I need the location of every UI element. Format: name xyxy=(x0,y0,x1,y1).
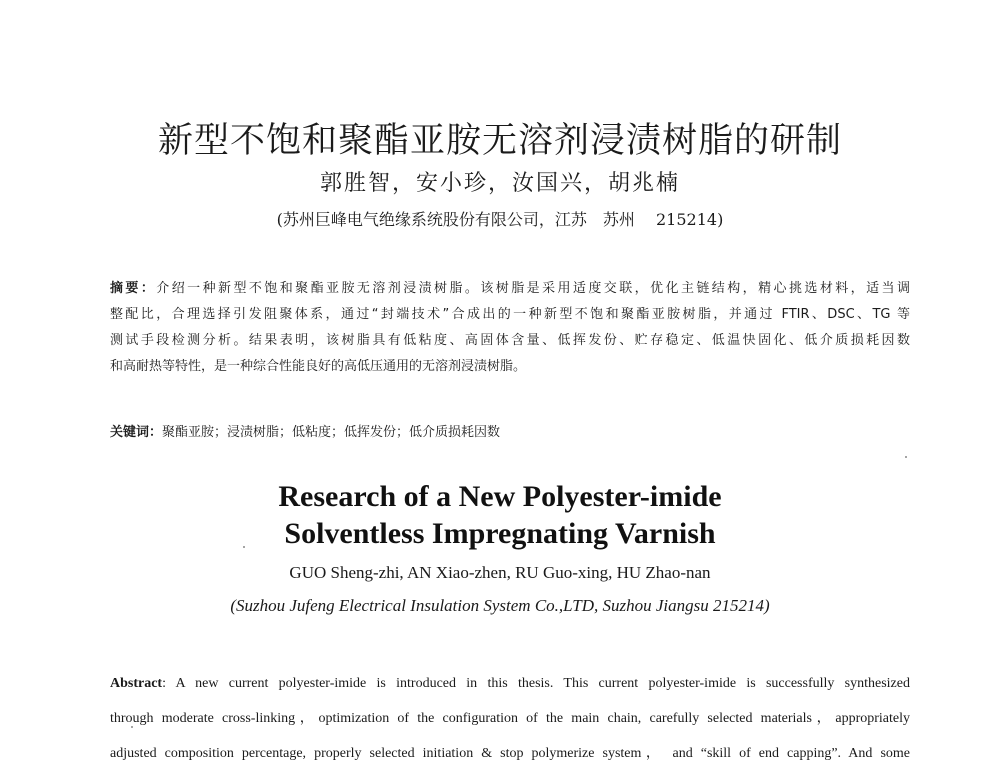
chinese-authors: 郭胜智，安小珍，汝国兴，胡兆楠 xyxy=(319,171,680,196)
english-title-line: Solventless Impregnating Varnish xyxy=(284,517,716,550)
chinese-abstract-text: 介绍一种新型不饱和聚酯亚胺无溶剂浸渍树脂。该树脂是采用适度交联，优化主链结构，精心挑选材料，适当调 xyxy=(156,281,910,296)
scan-speck xyxy=(905,456,907,458)
chinese-abstract-label: 摘要： xyxy=(110,281,157,296)
chinese-affiliation: (苏州巨峰电气绝缘系统股份有限公司，江苏 苏州 215214) xyxy=(276,210,724,229)
english-authors: GUO Sheng-zhi, AN Xiao-zhen, RU Guo-xing, HU Zhao-nan xyxy=(289,563,711,582)
scan-speck xyxy=(131,726,133,728)
english-abstract-line xyxy=(110,666,910,701)
chinese-abstract xyxy=(110,276,910,380)
chinese-keywords-label: 关键词： xyxy=(110,425,163,440)
english-abstract-line: through moderate cross-linking，optimization of the configuration of the main chain, carefully selected materials，appropriately xyxy=(110,711,910,726)
english-affiliation: (Suzhou Jufeng Electrical Insulation System Co.,LTD, Suzhou Jiangsu 215214) xyxy=(230,596,770,615)
chinese-keywords xyxy=(110,420,910,446)
chinese-title: 新型不饱和聚酯亚胺无溶剂浸渍树脂的研制 xyxy=(157,121,842,161)
english-title-line: Research of a New Polyester-imide xyxy=(278,480,722,513)
english-abstract-label: Abstract xyxy=(110,676,163,691)
english-abstract-text: : A new current polyester-imide is introduced in this thesis. This current polyester-imide is successfully synthesized xyxy=(162,676,910,691)
chinese-abstract-line: 测试手段检测分析。结果表明，该树脂具有低粘度、高固体含量、低挥发份、贮存稳定、低温快固化、低介质损耗因数 xyxy=(110,333,910,348)
english-abstract-line: adjusted composition percentage, properly selected initiation & stop polymerize system， and “skill of end capping”. And some xyxy=(110,746,910,761)
chinese-abstract-line: 和高耐热等特性，是一种综合性能良好的高低压通用的无溶剂浸渍树脂。 xyxy=(110,359,527,374)
english-title xyxy=(0,478,1000,552)
scan-speck xyxy=(243,546,245,548)
english-abstract xyxy=(110,666,910,771)
chinese-abstract-line: 整配比，合理选择引发阻聚体系，通过“封端技术”合成出的一种新型不饱和聚酯亚胺树脂，并通过 FTIR、DSC、TG 等 xyxy=(110,307,910,322)
chinese-keywords-text: 聚酯亚胺；浸渍树脂；低粘度；低挥发份；低介质损耗因数 xyxy=(162,425,501,440)
chinese-abstract-line xyxy=(110,276,910,302)
